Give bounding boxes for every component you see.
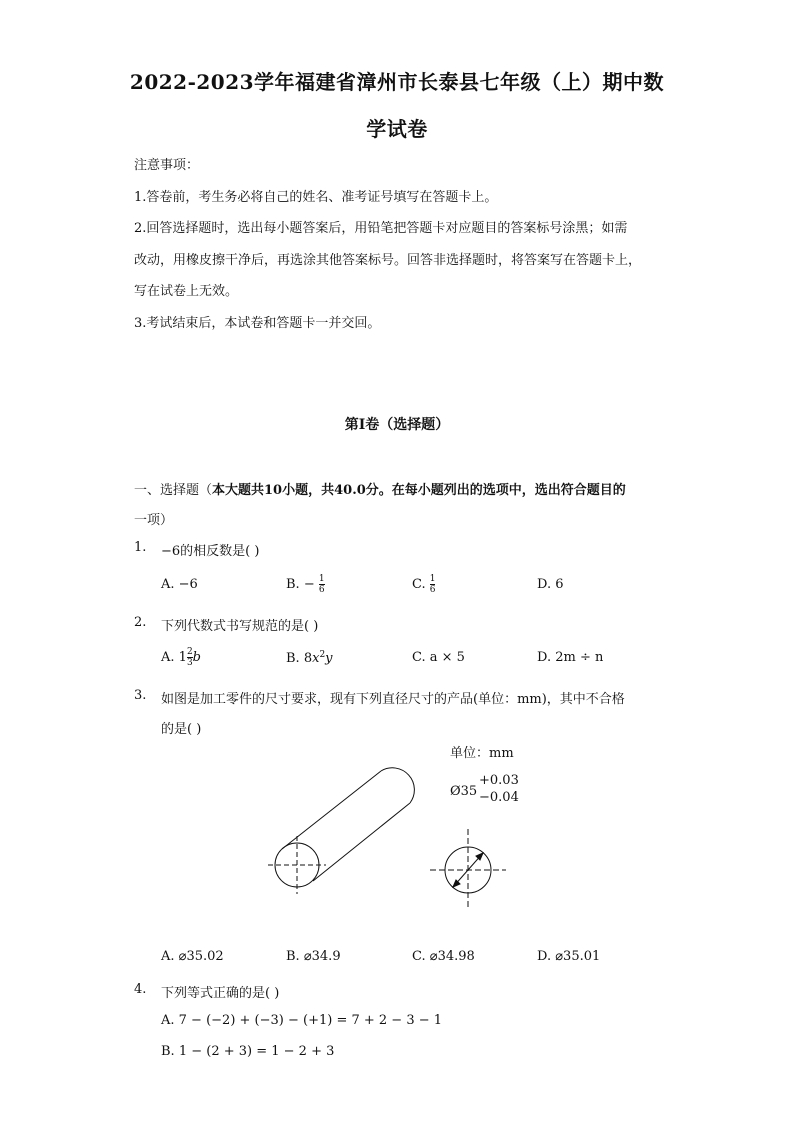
notes-item: 写在试卷上无效。 (134, 284, 239, 299)
variable-b: b (192, 650, 201, 665)
option-a: A. ⌀35.02 (161, 949, 224, 964)
question-stem: 下列等式正确的是( ) (161, 986, 280, 1001)
cylinder-bottom-edge (313, 803, 410, 881)
part-figure (260, 735, 550, 915)
arrow-head-lower (453, 880, 460, 887)
lower-tolerance: −0.04 (479, 790, 519, 805)
part1-bold-text: 本大题共10小题，共40.0分。在每小题列出的选项中，选出符合题目的 (212, 483, 626, 498)
option-b-prefix: B. 8 (286, 651, 313, 666)
notes-heading: 注意事项： (134, 158, 200, 173)
question-stem-line2: 的是( ) (161, 722, 202, 737)
cylinder-back-arc (381, 768, 414, 803)
section-title: 第Ⅰ卷（选择题） (344, 417, 450, 433)
fraction-numerator: 1 (429, 574, 436, 584)
fraction (430, 574, 436, 595)
fraction-numerator: 1 (318, 574, 325, 584)
part1-prefix: 一、选择题（ (134, 483, 213, 498)
option-c (412, 574, 435, 595)
option-a (161, 647, 201, 668)
diameter-label: Ø35 (450, 784, 478, 799)
unit-label: 单位：mm (450, 746, 514, 761)
exam-title-line1: 2022-2023学年福建省漳州市长泰县七年级（上）期中数 (129, 70, 665, 94)
option-c-prefix: C. (412, 577, 430, 592)
question-number: 4. (134, 982, 147, 997)
variable-y: y (325, 651, 333, 666)
option-b: B. ⌀34.9 (286, 949, 341, 964)
notes-item: 改动，用橡皮擦干净后，再选涂其他答案标号。回答非选择题时，将答案写在答题卡上， (134, 252, 642, 268)
notes-block (134, 150, 664, 339)
cross-section (430, 829, 506, 909)
notes-item: 3.考试结束后，本试卷和答题卡一并交回。 (134, 315, 381, 331)
cylinder-drawing (268, 768, 414, 894)
fraction-denominator: 6 (429, 585, 436, 595)
option-d: D. 2m ÷ n (537, 650, 604, 665)
option-a: A. 7 − (−2) + (−3) − (+1) = 7 + 2 − 3 − 1 (161, 1013, 443, 1028)
option-a: A. −6 (161, 577, 198, 592)
notes-item: 1.答卷前，考生务必将自己的姓名、准考证号填写在答题卡上。 (134, 189, 498, 205)
question-number: 3. (134, 688, 147, 703)
arrow-head-upper (476, 853, 483, 860)
option-d: D. ⌀35.01 (537, 949, 601, 964)
fraction-numerator: 2 (186, 647, 193, 657)
fraction-denominator: 3 (186, 658, 193, 668)
option-a-prefix: A. 1 (161, 650, 187, 665)
upper-tolerance: +0.03 (479, 773, 519, 788)
question-stem: −6的相反数是( ) (161, 544, 260, 559)
exponent: 2 (319, 650, 326, 660)
question-stem: 下列代数式书写规范的是( ) (161, 619, 319, 634)
variable-x: x (312, 651, 320, 666)
option-b (286, 650, 333, 666)
part1-line2: 一项） (134, 513, 174, 528)
fraction-denominator: 6 (318, 585, 325, 595)
question-stem-line1: 如图是加工零件的尺寸要求，现有下列直径尺寸的产品(单位：mm)，其中不合格 (161, 692, 625, 707)
notes-item: 2.回答选择题时，选出每小题答案后，用铅笔把答题卡对应题目的答案标号涂黑；如需 (134, 221, 628, 236)
option-c: C. ⌀34.98 (412, 949, 475, 964)
question-number: 1. (134, 540, 147, 555)
question-number: 2. (134, 615, 147, 630)
option-c: C. a × 5 (412, 650, 465, 665)
fraction (319, 574, 325, 595)
exam-title-line2: 学试卷 (366, 117, 428, 141)
option-d: D. 6 (537, 577, 564, 592)
part1-instructions (134, 476, 664, 536)
option-b-prefix: B. − (286, 577, 315, 592)
option-b (286, 574, 325, 595)
option-b: B. 1 − (2 + 3) = 1 − 2 + 3 (161, 1044, 335, 1059)
